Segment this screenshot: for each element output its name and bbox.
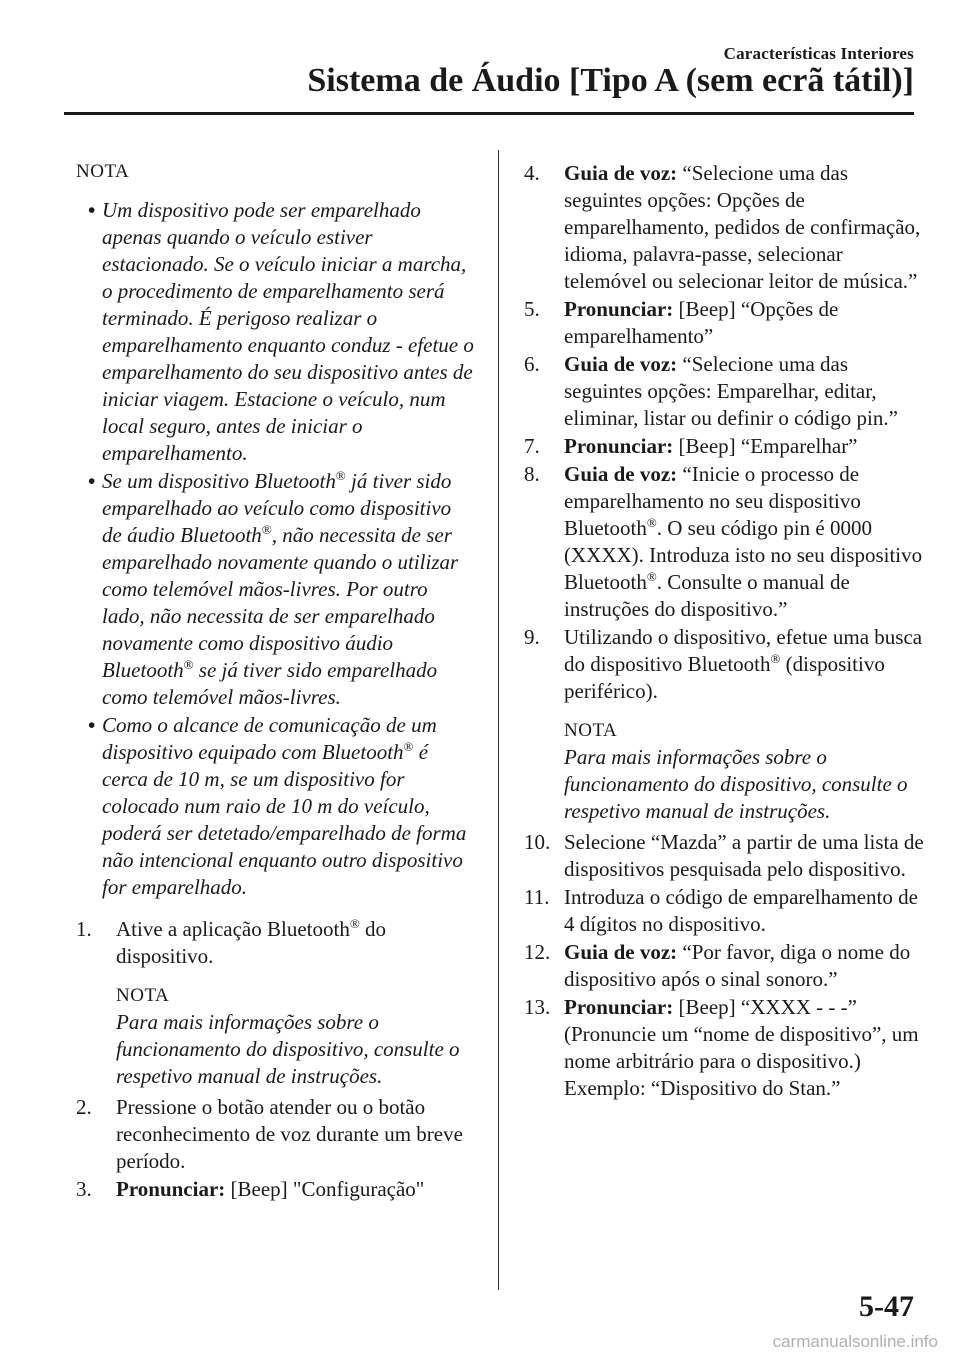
note-bullet-text: se já tiver sido emparelhado como telemóvel mãos-livres.: [102, 658, 438, 709]
note-bullet-3: [76, 712, 474, 901]
registered-mark: ®: [349, 916, 360, 931]
registered-mark: ®: [770, 651, 781, 666]
registered-mark: ®: [261, 522, 272, 537]
step-11: [524, 884, 924, 938]
step-number: 5.: [524, 297, 540, 321]
step-keyword: Guia de voz:: [564, 161, 678, 185]
step-2: [76, 1094, 474, 1175]
note-bullet-2: [76, 468, 474, 711]
step-text: [Beep] “Emparelhar”: [673, 434, 858, 458]
step-9: [524, 624, 924, 705]
left-column: [76, 158, 474, 1204]
note-label: NOTA: [116, 985, 170, 1006]
note-bullet-1: [76, 197, 474, 467]
bullet-icon: •: [88, 713, 96, 737]
header-rule: [64, 112, 914, 115]
step-text: [Beep] “Opções de emparelhamento”: [564, 297, 839, 348]
note-bullet-text: Um dispositivo pode ser emparelhado apenas quando o veículo estiver estacionado. Se o veículo iniciar a marcha, o procedimento de emparelhamento será terminado. É perigoso realizar o emparelhamento enquanto conduz - efetue o emparelhamento do seu dispositivo antes de iniciar viagem. Estacione o veículo, num local seguro, antes de iniciar o emparelhamento.: [102, 198, 474, 465]
step-text: [Beep] "Configuração": [225, 1177, 425, 1201]
step-keyword: Pronunciar:: [564, 434, 674, 458]
step-keyword: Pronunciar:: [564, 297, 674, 321]
bullet-icon: •: [88, 198, 96, 222]
step-text: Introduza o código de emparelhamento de 4 dígitos no dispositivo.: [564, 885, 918, 936]
registered-mark: ®: [335, 468, 346, 483]
step-text: Selecione “Mazda” a partir de uma lista de dispositivos pesquisada pelo dispositivo.: [564, 830, 924, 881]
step-text: Pressione o botão atender ou o botão reconhecimento de voz durante um breve período.: [116, 1095, 463, 1173]
note-bullet-text: , não necessita de ser emparelhado novamente quando o utilizar como telemóvel mãos-livres. Por outro lado, não necessita de ser emparelhado novamente como dispositivo áudio Bluetooth: [102, 523, 459, 682]
note-bullet-text: é cerca de 10 m, se um dispositivo for colocado num raio de 10 m do veículo, poderá ser detetado/emparelhado de forma não intencional enquanto outro dispositivo for emparelhado.: [102, 740, 467, 899]
column-divider: [498, 150, 499, 1290]
note-text: Para mais informações sobre o funcionamento do dispositivo, consulte o respetivo manual de instruções.: [116, 1010, 460, 1088]
note-label: NOTA: [564, 720, 618, 741]
step-text: (dispositivo periférico).: [564, 652, 885, 703]
step-text: “Selecione uma das seguintes opções: Opções de emparelhamento, pedidos de confirmação, idioma, palavra-passe, selecionar telemóvel ou selecionar leitor de música.”: [564, 161, 921, 293]
step-1-note: [76, 982, 474, 1090]
note-bullet-text: Como o alcance de comunicação de um dispositivo equipado com Bluetooth: [102, 713, 437, 764]
step-number: 7.: [524, 434, 540, 458]
step-4: [524, 160, 924, 295]
step-3: [76, 1176, 474, 1203]
note-bullet-text: Se um dispositivo Bluetooth: [102, 469, 336, 493]
step-keyword: Pronunciar:: [116, 1177, 226, 1201]
step-number: 13.: [524, 995, 551, 1019]
step-text: . Consulte o manual de instruções do dispositivo.”: [564, 570, 850, 621]
step-text: “Por favor, diga o nome do dispositivo após o sinal sonoro.”: [564, 940, 911, 991]
step-text: Utilizando o dispositivo, efetue uma busca do dispositivo Bluetooth: [564, 625, 923, 676]
note-text: Para mais informações sobre o funcionamento do dispositivo, consulte o respetivo manual de instruções.: [564, 745, 908, 823]
step-number: 3.: [76, 1177, 92, 1201]
registered-mark: ®: [183, 657, 194, 672]
step-keyword: Guia de voz:: [564, 940, 678, 964]
note-bullet-text: já tiver sido emparelhado ao veículo como dispositivo de áudio Bluetooth: [102, 469, 452, 547]
registered-mark: ®: [646, 515, 657, 530]
step-number: 4.: [524, 161, 540, 185]
section-label: Características Interiores: [723, 44, 914, 63]
step-number: 9.: [524, 625, 540, 649]
step-number: 11.: [524, 885, 550, 909]
step-number: 6.: [524, 352, 540, 376]
right-column: [524, 160, 924, 1103]
step-text: do dispositivo.: [116, 917, 386, 968]
step-number: 2.: [76, 1095, 92, 1119]
registered-mark: ®: [646, 569, 657, 584]
step-number: 8.: [524, 462, 540, 486]
note-label: NOTA: [76, 161, 130, 182]
step-12: [524, 939, 924, 993]
step-keyword: Pronunciar:: [564, 995, 674, 1019]
step-10: [524, 829, 924, 883]
step-keyword: Guia de voz:: [564, 352, 678, 376]
page-title: Sistema de Áudio [Tipo A (sem ecrã tátil)]: [307, 62, 914, 99]
registered-mark: ®: [403, 739, 414, 754]
step-text: “Selecione uma das seguintes opções: Emparelhar, editar, eliminar, listar ou definir o código pin.”: [564, 352, 898, 430]
step-number: 12.: [524, 940, 551, 964]
step-text: Ative a aplicação Bluetooth: [116, 917, 350, 941]
watermark: carmanualsonline.info: [772, 1332, 938, 1351]
step-6: [524, 351, 924, 432]
step-8: [524, 461, 924, 623]
step-text: “Inicie o processo de emparelhamento no seu dispositivo Bluetooth: [564, 462, 861, 540]
step-number: 10.: [524, 830, 551, 854]
step-text: . O seu código pin é 0000 (XXXX). Introduza isto no seu dispositivo Bluetooth: [564, 516, 923, 594]
step-13: [524, 994, 924, 1102]
step-text: [Beep] “XXXX - - -” (Pronuncie um “nome de dispositivo”, um nome arbitrário para o dispositivo.) Exemplo: “Dispositivo do Stan.”: [564, 995, 919, 1100]
step-number: 1.: [76, 917, 92, 941]
step-keyword: Guia de voz:: [564, 462, 678, 486]
step-1: [76, 916, 474, 970]
step-7: [524, 433, 924, 460]
page-number: 5-47: [859, 1290, 914, 1323]
bullet-icon: •: [88, 469, 96, 493]
step-9-note: [524, 717, 924, 825]
step-5: [524, 296, 924, 350]
